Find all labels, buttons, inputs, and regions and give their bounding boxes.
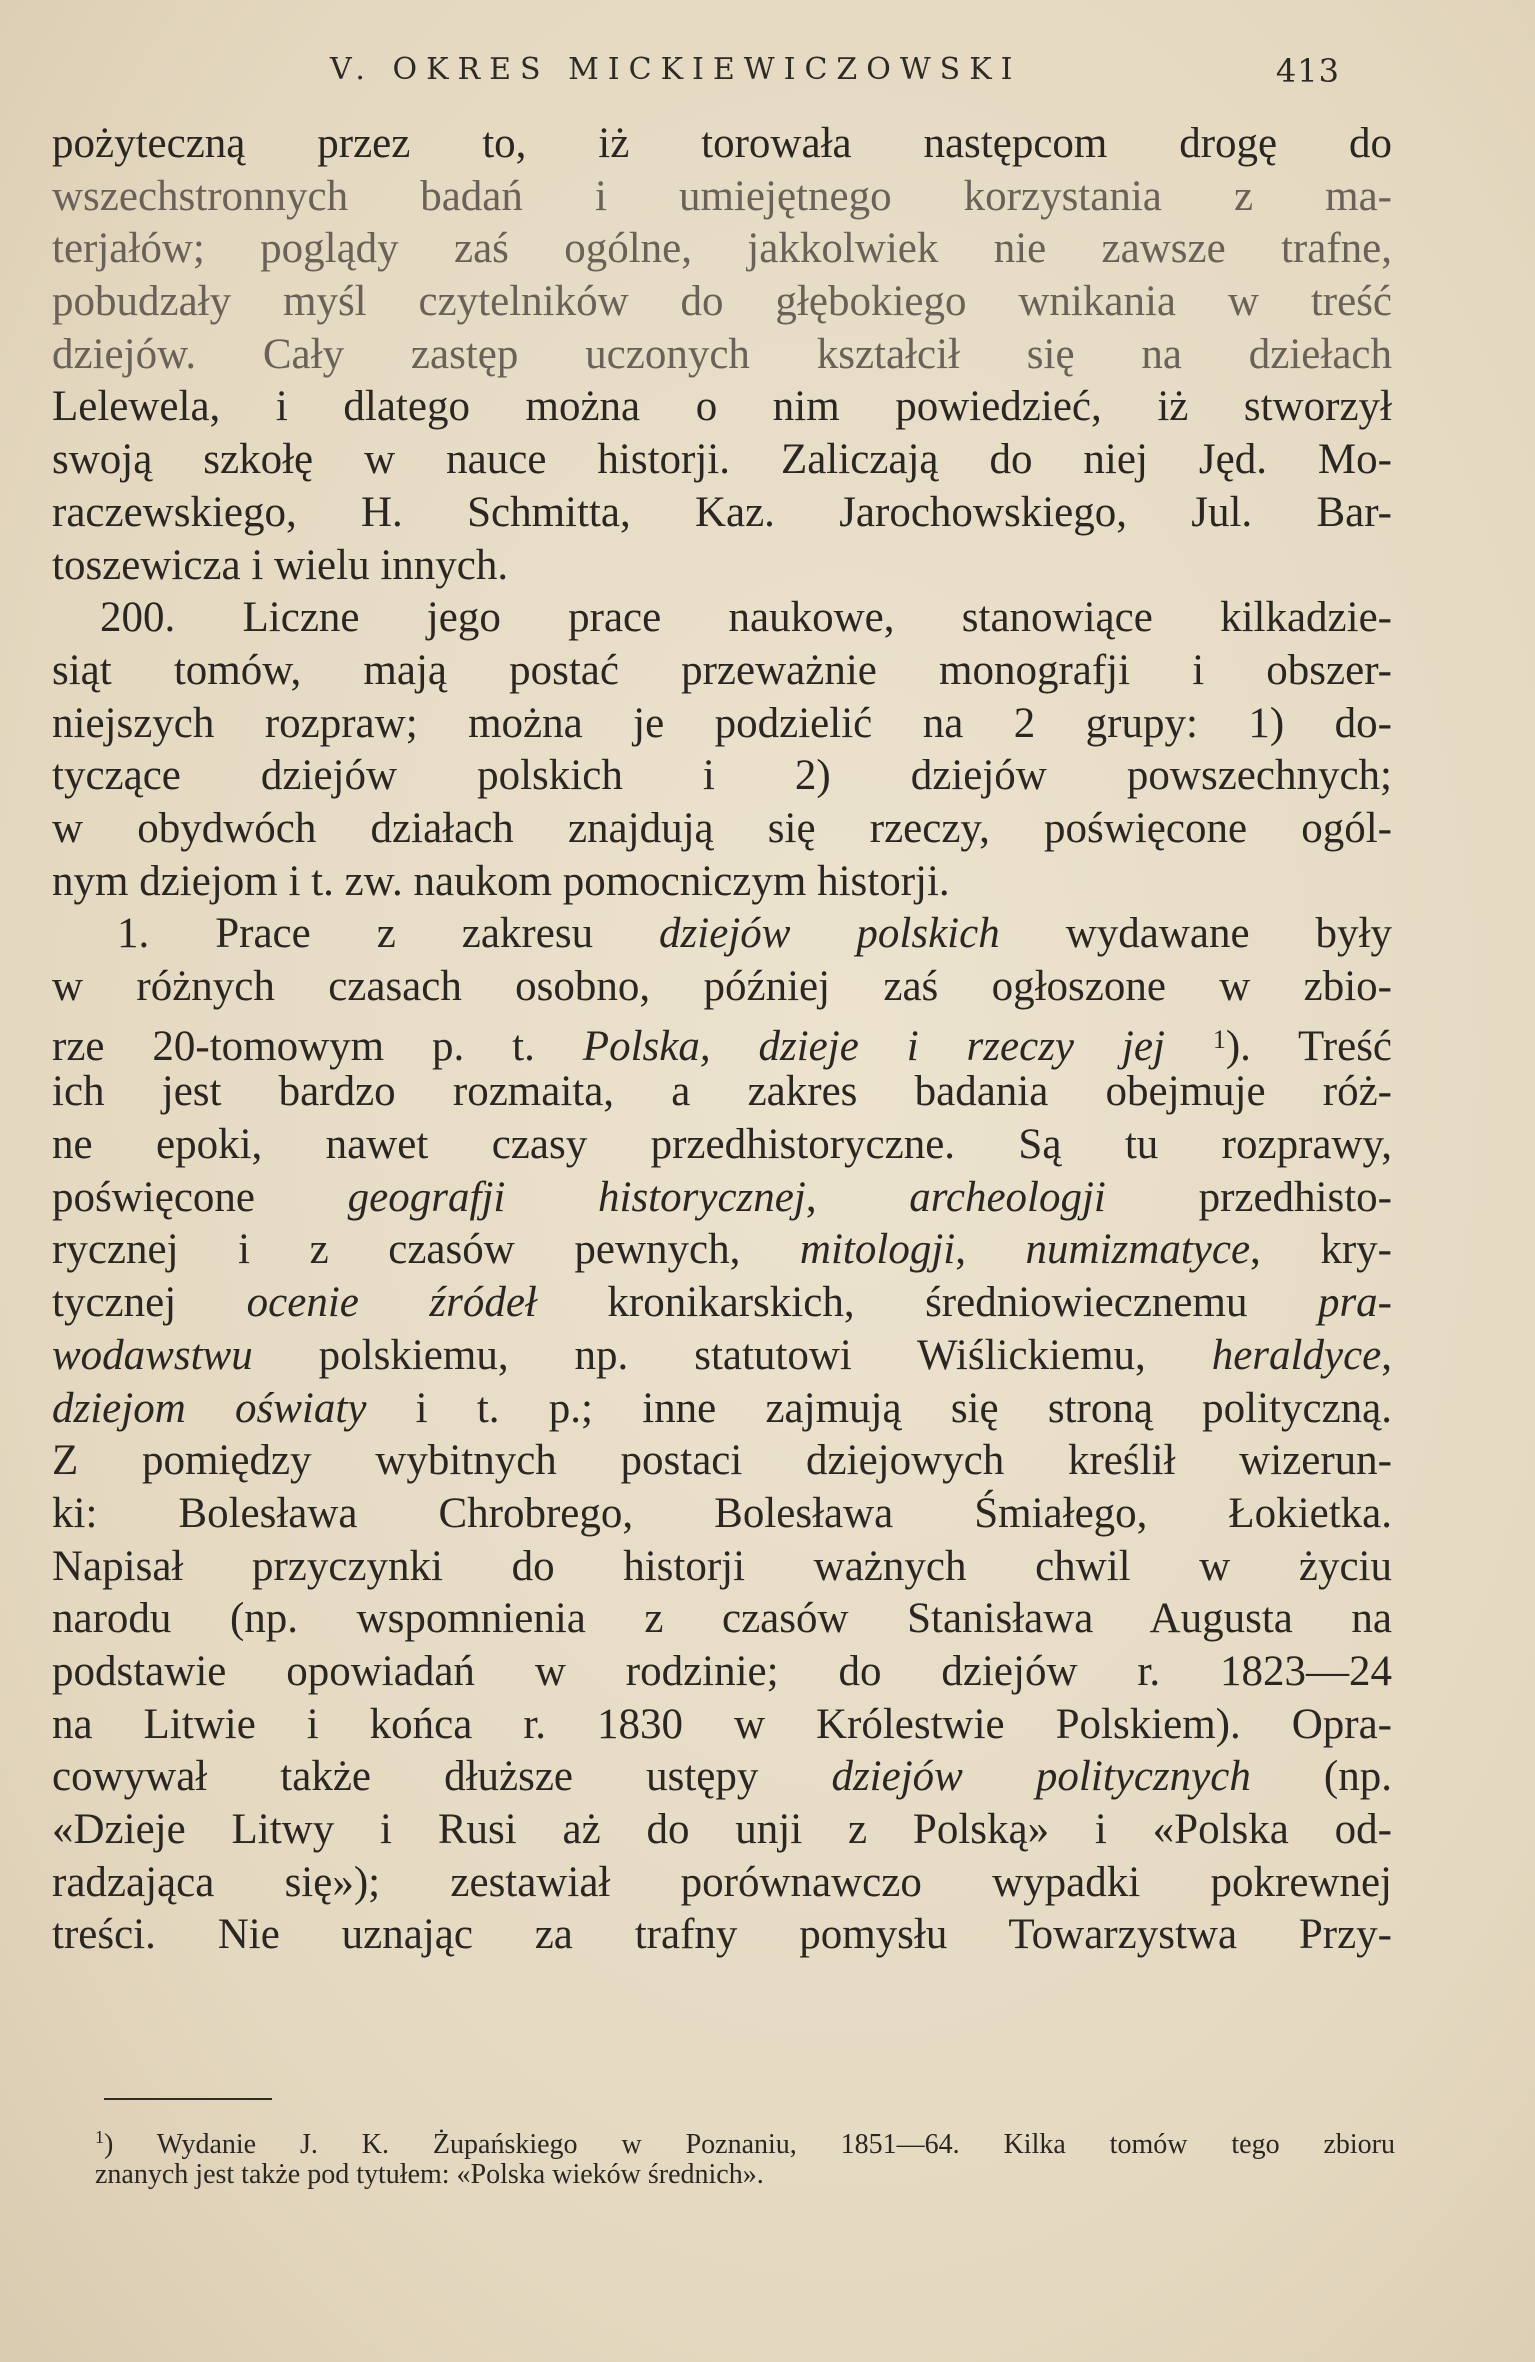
- text-line: Lelewela, i dlatego można o nim powiedzieć, iż stworzył: [52, 383, 1392, 431]
- footnote-divider: [104, 2098, 272, 2100]
- text-line: treści. Nie uznając za trafny pomysłu Towarzystwa Przy-: [52, 1911, 1392, 1959]
- text-line: siąt tomów, mają postać przeważnie monografji i obszer-: [52, 646, 1392, 694]
- text-line: «Dzieje Litwy i Rusi aż do unji z Polską» i «Polska od-: [52, 1806, 1392, 1853]
- footnote-marker: 1: [95, 2127, 104, 2147]
- text-line: poświęcone geografji historycznej, archeologji przedhisto-: [52, 1173, 1392, 1221]
- main-text: [52, 118, 1392, 1962]
- text-line: toszewicza i wielu innych.: [52, 541, 509, 589]
- text-line: 200. Liczne jego prace naukowe, stanowiące kilkadzie-: [100, 594, 1392, 642]
- text-line: cowywał także dłuższe ustępy dziejów politycznych (np.: [52, 1753, 1392, 1801]
- text-line: ne epoki, nawet czasy przedhistoryczne. Są tu rozprawy,: [52, 1121, 1392, 1169]
- text-line: dziejom oświaty i t. p.; inne zajmują się stroną polityczną.: [52, 1384, 1392, 1432]
- text-line: radzająca się»); zestawiał porównawczo wypadki pokrewnej: [52, 1858, 1392, 1906]
- text-line: rze 20-tomowym p. t. Polska, dzieje i rzeczy jej $^1$). Treść: [52, 1022, 1393, 1070]
- text-line: ki: Bolesława Chrobrego, Bolesława Śmiałego, Łokietka.: [52, 1489, 1392, 1537]
- text-line: Napisał przyczynki do historji ważnych chwil w życiu: [52, 1542, 1392, 1590]
- text-line: wszechstronnych badań i umiejętnego korzystania z ma-: [52, 172, 1392, 220]
- footnote: [95, 2118, 1395, 2194]
- footnote-line: $^1$) Wydanie J. K. Żupańskiego w Poznaniu, 1851—64. Kilka tomów tego zbioru: [95, 2127, 1395, 2160]
- text-line: w obydwóch działach znajdują się rzeczy, poświęcone ogól-: [52, 804, 1392, 852]
- text-line: rycznej i z czasów pewnych, mitologji, numizmatyce, kry-: [52, 1226, 1393, 1274]
- running-header: [330, 52, 1340, 102]
- text-line: 1. Prace z zakresu dziejów polskich wydawane były: [117, 910, 1392, 958]
- text-line: nym dziejom i t. zw. naukom pomocniczym historji.: [52, 857, 950, 905]
- text-line: tycznej ocenie źródeł kronikarskich, średniowiecznemu pra-: [52, 1279, 1393, 1327]
- text-line: pożyteczną przez to, iż torowała następcom drogę do: [52, 120, 1392, 167]
- text-line: wodawstwu polskiemu, np. statutowi Wiślickiemu, heraldyce,: [52, 1331, 1392, 1379]
- text-line: tyczące dziejów polskich i 2) dziejów powszechnych;: [52, 752, 1392, 800]
- footnote-line: znanych jest także pod tytułem: «Polska wieków średnich».: [95, 2159, 764, 2190]
- text-line: narodu (np. wspomnienia z czasów Stanisława Augusta na: [52, 1595, 1392, 1643]
- footnote-ref: 1: [1212, 1024, 1226, 1054]
- text-line: ich jest bardzo rozmaita, a zakres badania obejmuje róż-: [52, 1068, 1392, 1116]
- text-line: Z pomiędzy wybitnych postaci dziejowych kreślił wizerun-: [52, 1437, 1392, 1485]
- section-title: V. OKRES MICKIEWICZOWSKI: [330, 52, 1022, 87]
- text-line: pobudzały myśl czytelników do głębokiego wnikania w treść: [52, 278, 1392, 326]
- page-number: 413: [1275, 52, 1340, 90]
- text-line: podstawie opowiadań w rodzinie; do dziejów r. 1823—24: [52, 1647, 1392, 1695]
- text-line: dziejów. Cały zastęp uczonych kształcił się na dziełach: [52, 330, 1392, 378]
- text-line: raczewskiego, H. Schmitta, Kaz. Jarochowskiego, Jul. Bar-: [52, 488, 1392, 536]
- text-line: niejszych rozpraw; można je podzielić na 2 grupy: 1) do-: [52, 699, 1392, 747]
- text-line: swoją szkołę w nauce historji. Zaliczają do niej Jęd. Mo-: [52, 436, 1392, 484]
- text-line: terjałów; poglądy zaś ogólne, jakkolwiek nie zawsze trafne,: [52, 225, 1392, 273]
- text-line: na Litwie i końca r. 1830 w Królestwie Polskiem). Opra-: [52, 1700, 1392, 1748]
- text-line: w różnych czasach osobno, później zaś ogłoszone w zbio-: [52, 963, 1392, 1010]
